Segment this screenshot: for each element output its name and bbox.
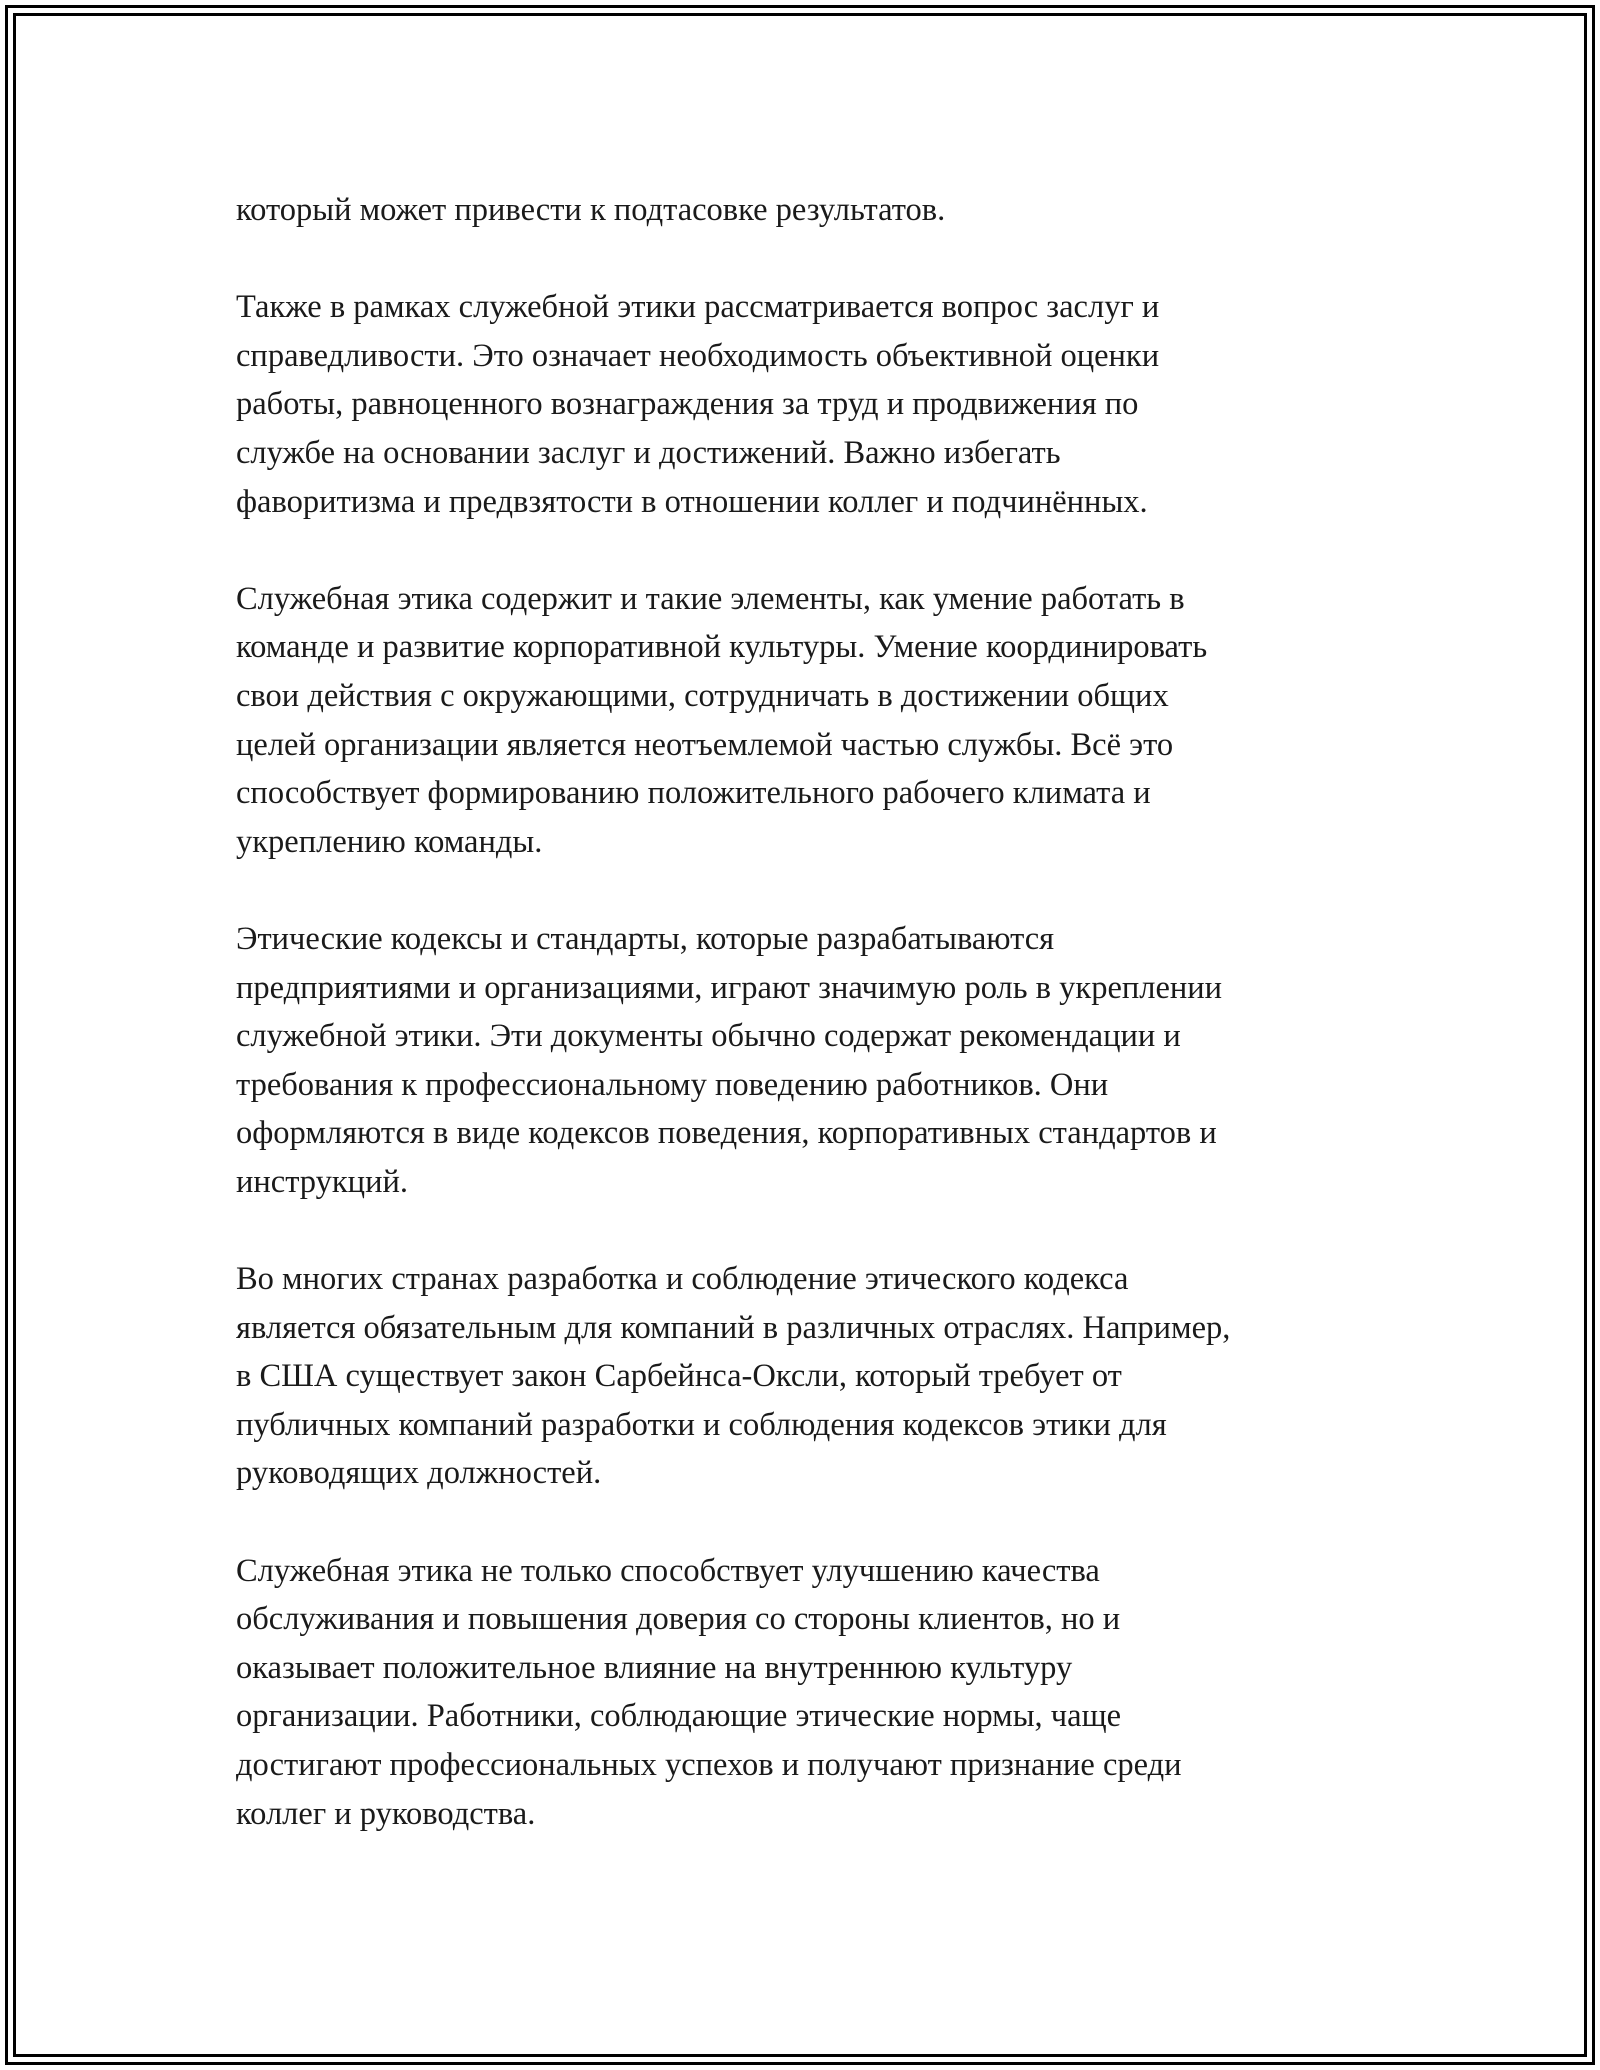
- paragraph-merit-fairness: Также в рамках служебной этики рассматривается вопрос заслуг и справедливости. Это означает необходимость объективной оценки работы, равноценного вознаграждения за труд и продвижения по службе на основании заслуг и достижений. Важно избегать фаворитизма и предвзятости в отношении коллег и подчинённых.: [236, 289, 1160, 520]
- paragraph-ethical-codes: Этические кодексы и стандарты, которые разрабатываются предприятиями и организациями, играют значимую роль в укреплении служебной этики. Эти документы обычно содержат рекомендации и требования к профессиональному поведению работников. Они оформляются в виде кодексов поведения, корпоративных стандартов и инструкций.: [236, 920, 1223, 1200]
- paragraph-conclusion: Служебная этика не только способствует улучшению качества обслуживания и повышения доверия со стороны клиентов, но и оказывает положительное влияние на внутреннюю культуру организации. Работники, соблюдающие этические нормы, чаще достигают профессиональных успехов и получают признание среди коллег и руководства.: [236, 1552, 1182, 1832]
- paragraph-continuation: который может привести к подтасовке результатов.: [236, 192, 946, 228]
- paragraph-teamwork: Служебная этика содержит и такие элементы, как умение работать в команде и развитие корпоративной культуры. Умение координировать свои действия с окружающими, сотрудничать в достижении общих целей организации является неотъемлемой частью службы. Всё это способствует формированию положительного рабочего климата и укреплению команды.: [236, 580, 1208, 860]
- paragraph-countries: Во многих странах разработка и соблюдение этического кодекса является обязательным для компаний в различных отраслях. Например, в США существует закон Сарбейнса-Оксли, который требует от публичных компаний разработки и соблюдения кодексов этики для руководящих должностей.: [236, 1261, 1231, 1492]
- document-body: [236, 186, 1376, 1887]
